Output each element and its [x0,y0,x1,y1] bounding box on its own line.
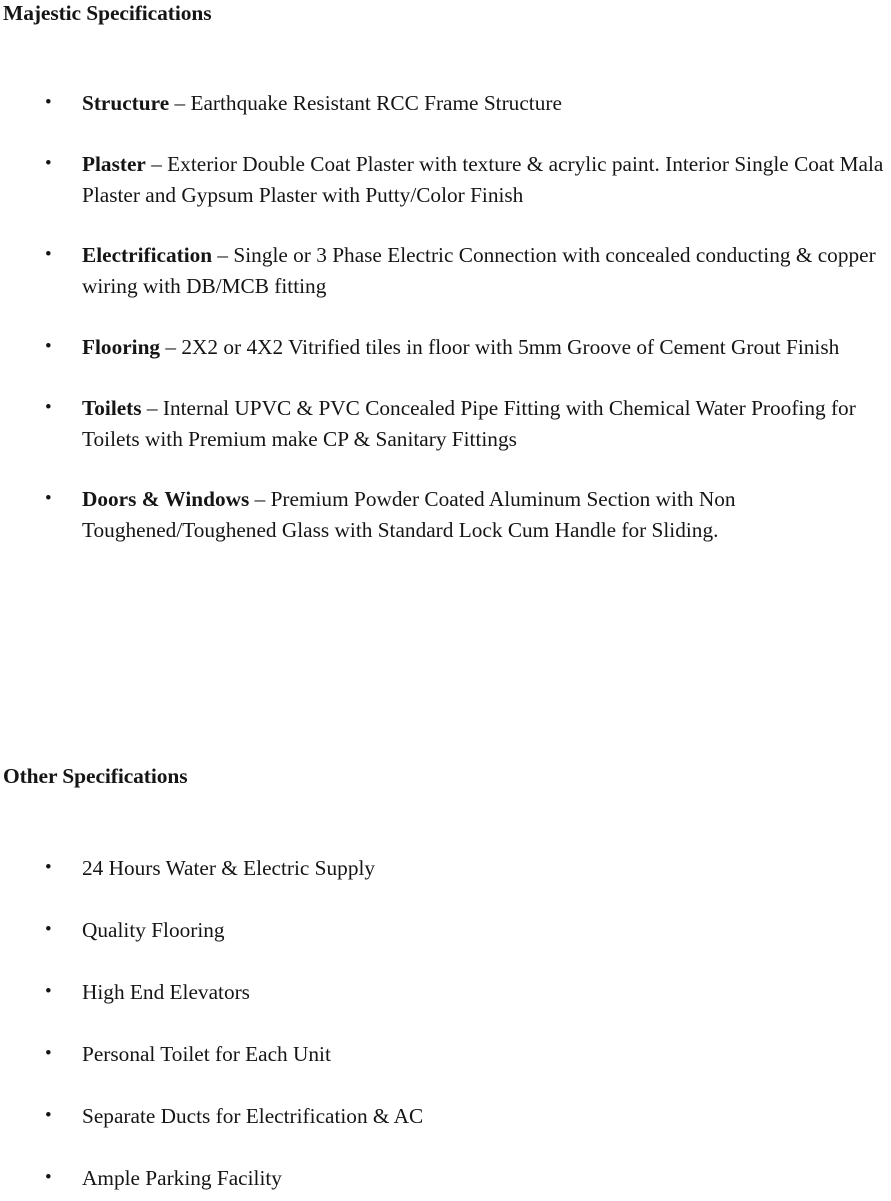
list-item-description: Exterior Double Coat Plaster with texture & acrylic paint. Interior Single Coat Mala Plaster and Gypsum Plaster with Putty/Color Finish [82,151,884,207]
list-item [0,1163,891,1194]
list-item-text: Quality Flooring [82,917,225,942]
list-item-description: Premium Powder Coated Aluminum Section with Non Toughened/Toughened Glass with Standard Lock Cum Handle for Sliding. [82,487,736,543]
list-item-separator: – [160,334,182,359]
bullet-icon: • [45,1104,52,1126]
list-item-separator: – [141,395,163,420]
bullet-icon: • [45,92,52,113]
bullet-icon: • [45,244,52,266]
list-item [0,1039,891,1070]
bullet-icon: • [45,152,52,174]
list-item-term: Plaster [82,151,146,176]
list-item [0,149,891,211]
list-item-term: Doors & Windows [82,487,250,512]
bullet-icon: • [45,857,52,878]
bullet-icon: • [45,335,52,357]
list-item [0,484,891,546]
list-item-term: Toilets [82,395,142,420]
list-item-text: Separate Ducts for Electrification & AC [82,1103,424,1128]
list-item-text: Personal Toilet for Each Unit [82,1041,331,1066]
list-item-description: Internal UPVC & PVC Concealed Pipe Fitting with Chemical Water Proofing for Toilets with Premium make CP & Sanitary Fittings [82,395,856,451]
list-item-description: 2X2 or 4X2 Vitrified tiles in floor with 5mm Groove of Cement Grout Finish [181,334,840,359]
list-item-text: Ample Parking Facility [82,1165,282,1190]
list-item [0,88,891,119]
list-item-term: Flooring [82,334,161,359]
list-item-separator: – [249,487,271,512]
list-item [0,977,891,1008]
bullet-icon: • [45,396,52,418]
list-item-separator: – [212,243,234,268]
list-item-description: Earthquake Resistant RCC Frame Structure [190,91,562,115]
bullet-icon: • [45,1166,52,1188]
list-item [0,915,891,946]
list-item-separator: – [145,151,168,176]
bullet-icon: • [45,918,52,940]
other-specifications-list [0,853,891,1194]
list-item [0,853,891,884]
page-title-other-specifications: Other Specifications [3,764,188,788]
page-title-majestic-specifications: Majestic Specifications [3,1,212,25]
list-item [0,393,891,455]
bullet-icon: • [45,488,52,510]
bullet-icon: • [45,1042,52,1064]
list-item [0,1101,891,1132]
list-item-text: 24 Hours Water & Electric Supply [82,856,376,880]
list-item-term: Electrification [82,243,213,268]
list-item [0,240,891,302]
bullet-icon: • [45,980,52,1002]
list-item-text: High End Elevators [82,979,250,1004]
list-item-term: Structure [82,91,170,115]
list-item-description: Single or 3 Phase Electric Connection with concealed conducting & copper wiring with DB/MCB fitting [82,243,876,299]
list-item-separator: – [169,91,191,115]
majestic-specifications-list [0,88,891,546]
list-item [0,332,891,363]
